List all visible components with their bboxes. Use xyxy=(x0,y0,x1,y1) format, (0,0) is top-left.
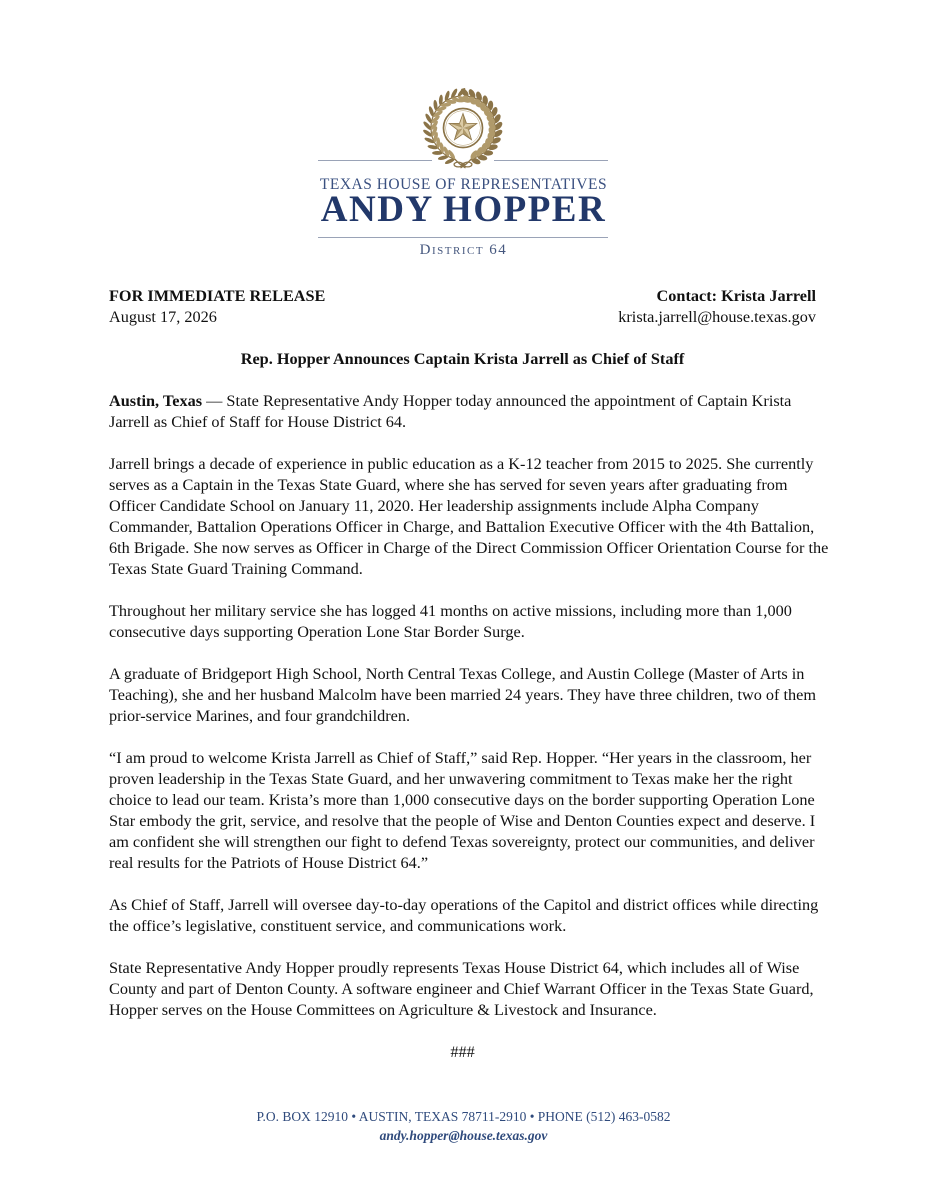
release-body xyxy=(109,286,829,1063)
text-line: real results for the Patriots of House District 64.” xyxy=(109,854,429,872)
paragraph-1 xyxy=(109,391,816,433)
text-line: am confident she will strengthen our fight to defend Texas sovereignty, protect our communities, and deliver xyxy=(109,833,815,851)
text-line: As Chief of Staff, Jarrell will oversee day-to-day operations of the Capitol and district offices while directing xyxy=(109,896,819,914)
contact-email: krista.jarrell@house.texas.gov xyxy=(618,308,816,326)
paragraph-3 xyxy=(109,601,816,643)
text-line: Texas State Guard Training Command. xyxy=(109,560,363,578)
text-line: consecutive days supporting Operation Lone Star Border Surge. xyxy=(109,623,525,641)
text-line: Commander, Battalion Operations Officer in Charge, and Battalion Executive Officer with the 4th Battalion, xyxy=(109,518,815,536)
text-line-content: — State Representative Andy Hopper today announced the appointment of Captain Krista xyxy=(206,392,792,410)
text-line: Throughout her military service she has logged 41 months on active missions, including more than 1,000 xyxy=(109,602,792,620)
footer-address: P.O. BOX 12910 • AUSTIN, TEXAS 78711-2910 • PHONE (512) 463-0582 xyxy=(256,1109,671,1124)
text-line: Jarrell brings a decade of experience in public education as a K-12 teacher from 2015 to 2025. She currently xyxy=(109,455,814,473)
paragraph-6 xyxy=(109,895,819,937)
text-line: Star embody the grit, service, and resolve that the people of Wise and Denton Counties expect and deserve. I xyxy=(109,812,816,830)
footer xyxy=(0,1107,927,1145)
paragraph-4 xyxy=(109,664,816,727)
release-info xyxy=(109,286,325,328)
ribbon-bow xyxy=(454,162,472,167)
paragraph-5-quote xyxy=(109,748,816,874)
text-line: proven leadership in the Texas State Guard, and her unwavering commitment to Texas make her the right xyxy=(109,770,793,788)
paragraph-7 xyxy=(109,958,816,1021)
text-line: Jarrell as Chief of Staff for House District 64. xyxy=(109,413,407,431)
district-label: District 64 xyxy=(419,242,508,258)
text-line: Officer Candidate School on January 11, 2020. Her leadership assignments include Alpha Company xyxy=(109,497,759,515)
text-line: choice to lead our team. Krista’s more than 1,000 consecutive days on the border supporting Operation Lone xyxy=(109,791,815,809)
text-line: A graduate of Bridgeport High School, North Central Texas College, and Austin College (Master of Arts in xyxy=(109,665,805,683)
release-date: August 17, 2026 xyxy=(109,308,217,326)
paragraph-2 xyxy=(109,454,829,580)
text-line: “I am proud to welcome Krista Jarrell as Chief of Staff,” said Rep. Hopper. “Her years in the classroom, her xyxy=(109,749,812,767)
dateline: Austin, Texas xyxy=(109,392,203,410)
text-line: prior-service Marines, and four grandchildren. xyxy=(109,707,411,725)
contact-name: Contact: Krista Jarrell xyxy=(656,287,816,305)
text-line: Teaching), she and her husband Malcolm have been married 24 years. They have three children, two of them xyxy=(109,686,816,704)
chamber-name: TEXAS HOUSE OF REPRESENTATIVES xyxy=(319,176,608,193)
end-mark: ### xyxy=(450,1043,475,1061)
text-line: 6th Brigade. She now serves as Officer in Charge of the Direct Commission Officer Orientation Course for the xyxy=(109,539,829,557)
contact-info xyxy=(618,286,816,328)
ribbon-knot xyxy=(461,163,465,167)
text-line xyxy=(109,391,816,412)
headline: Rep. Hopper Announces Captain Krista Jarrell as Chief of Staff xyxy=(240,350,685,368)
text-line: the office’s legislative, constituent service, and communications work. xyxy=(109,917,567,935)
member-name: ANDY HOPPER xyxy=(320,189,607,230)
footer-email: andy.hopper@house.texas.gov xyxy=(379,1128,548,1143)
release-label: FOR IMMEDIATE RELEASE xyxy=(109,287,326,305)
letterhead-rule xyxy=(318,160,432,161)
text-line: County and part of Denton County. A software engineer and Chief Warrant Officer in the Texas State Guard, xyxy=(109,980,814,998)
letterhead-rule xyxy=(318,237,608,238)
release-header xyxy=(109,286,816,328)
text-line: Hopper serves on the House Committees on Agriculture & Livestock and Insurance. xyxy=(109,1001,657,1019)
text-line: serves as a Captain in the Texas State Guard, where she has served for seven years after graduating from xyxy=(109,476,788,494)
text-line: State Representative Andy Hopper proudly represents Texas House District 64, which includes all of Wise xyxy=(109,959,800,977)
letterhead-rule xyxy=(494,160,608,161)
